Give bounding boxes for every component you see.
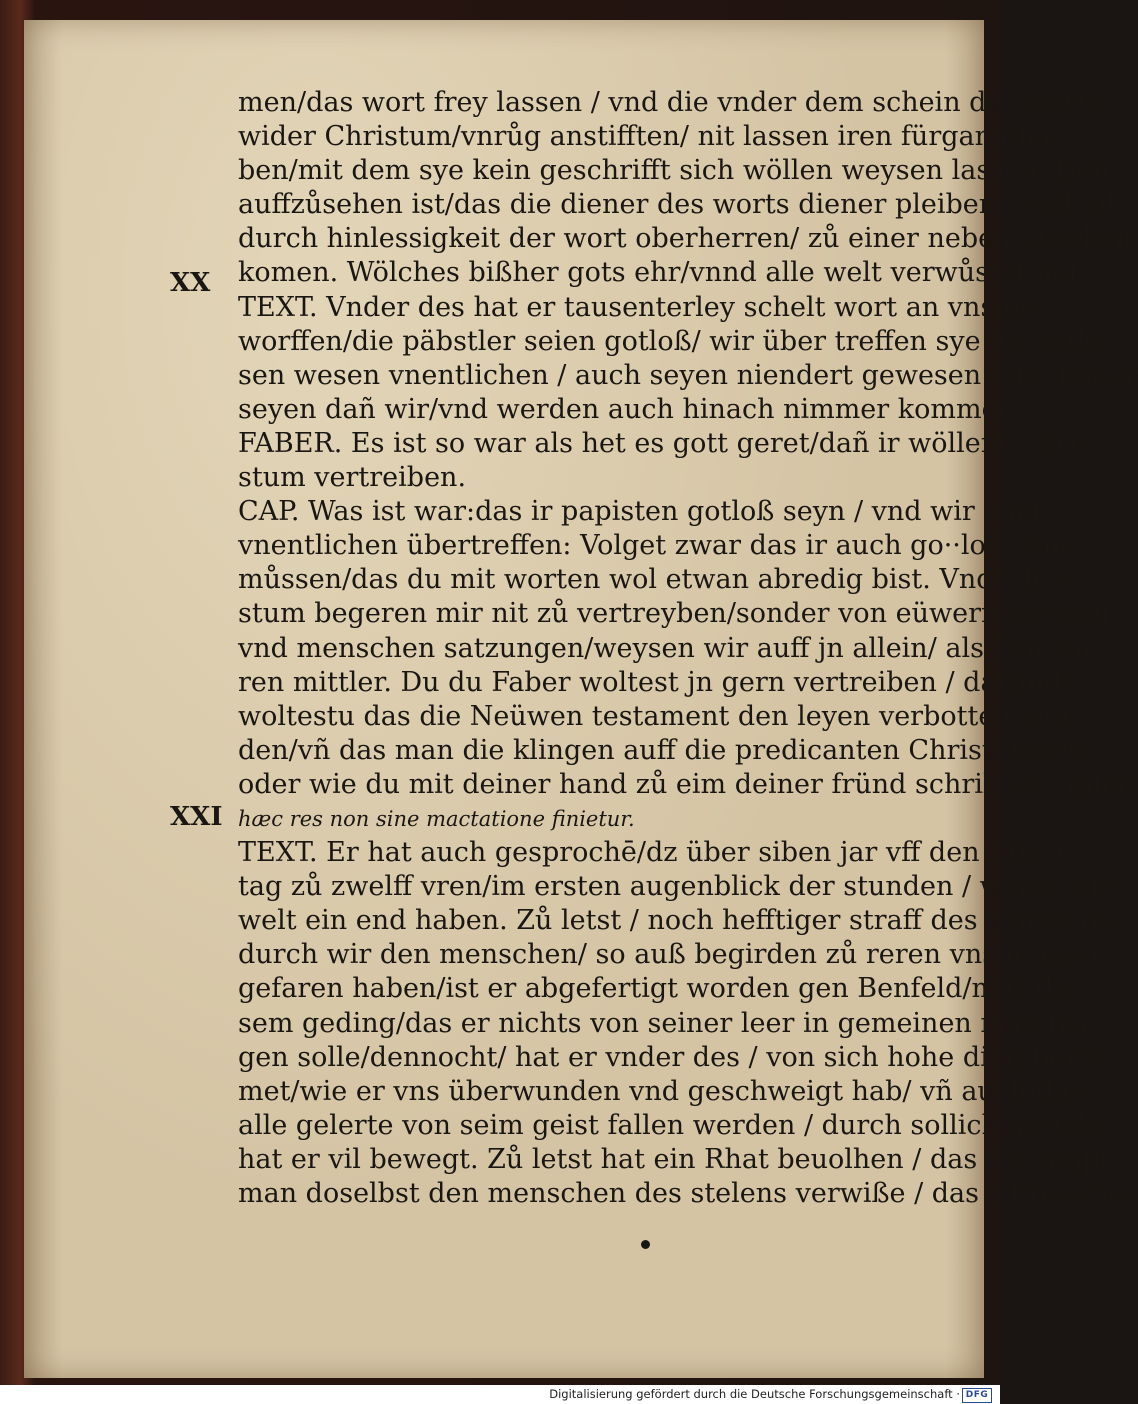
text-line: CAP. Was ist war:das ir papisten gotloß seyn / vnd wir eüch <box>238 496 1050 528</box>
text-line: met/wie er vns überwunden vnd geschweigt hab/ vñ auch/das <box>238 1075 1084 1107</box>
text-line: alle gelerte von seim geist fallen werden / durch sollich gericht/ <box>238 1109 1115 1141</box>
funding-notice: Digitalisierung gefördert durch die Deutsche Forschungsgemeinschaft · <box>549 1387 960 1401</box>
text-line: vnd menschen satzungen/weysen wir auff jn allein/ als den wa <box>238 632 1091 664</box>
text-line: stum vertreiben. <box>238 462 467 494</box>
text-line: můssen/das du mit worten wol etwan abredig bist. Vnd Chri⸗ <box>238 564 1071 596</box>
text-line: TEXT. Er hat auch gesprochē/dz über siben jar vff den Vffart <box>238 837 1067 869</box>
dfg-logo-icon: DFG <box>962 1388 992 1403</box>
section-marker-xxi: XXI <box>170 802 223 832</box>
ink-dot <box>641 1240 650 1249</box>
text-line: ben/mit dem sye kein geschrifft sich wöllen weysen lassen. Deñ <box>238 155 1110 187</box>
text-line: ren mittler. Du du Faber woltest jn gern vertreiben / darumb <box>238 666 1070 698</box>
text-line: gefaren haben/ist er abgefertigt worden gen Benfeld/mitt di⸗ <box>238 973 1071 1005</box>
text-line: tag zů zwelff vren/im ersten augenblick der stunden / werde die <box>238 871 1116 903</box>
text-line: sen wesen vnentlichen / auch seyen niendert gewesen / die bößer <box>238 359 1138 391</box>
body-text <box>238 86 1138 1211</box>
text-line: seyen dañ wir/vnd werden auch hinach nimmer kommen. <box>238 393 1024 425</box>
text-line: wider Christum/vnrůg anstifften/ nit lassen iren fürgang ha⸗ <box>238 121 1061 153</box>
section-marker-xx: XX <box>170 268 211 298</box>
text-line: welt ein end haben. Zů letst / noch hefftiger straff des worts/ da <box>238 905 1115 937</box>
text-line: TEXT. Vnder des hat er tausenterley schelt wort an vns ge⸗ <box>238 291 1046 323</box>
book-page <box>24 20 1138 1378</box>
footer-bar <box>0 1385 1000 1404</box>
text-line: woltestu das die Neüwen testament den leyen verbotten wur⸗ <box>238 700 1083 732</box>
text-line: sem geding/das er nichts von seiner leer in gemeinen man tra⸗ <box>238 1007 1097 1039</box>
text-line: den/vñ das man die klingen auff die predicanten Christi leget/ <box>238 734 1088 766</box>
text-line: gen solle/dennocht/ hat er vnder des / von sich hohe ding berie⸗ <box>238 1041 1112 1073</box>
text-line: hat er vil bewegt. Zů letst hat ein Rhat beuolhen / das der ampt <box>238 1143 1111 1175</box>
text-line: stum begeren mir nit zů vertreyben/sonder von eüwern messen <box>238 598 1110 630</box>
text-line: oder wie du mit deiner hand zů eim deiner fründ schribest / quod <box>238 768 1136 800</box>
text-line: durch wir den menschen/ so auß begirden zů reren vnsinnig/an <box>238 939 1108 971</box>
text-line: man doselbst den menschen des stelens verwiße / das ist besche⸗ <box>238 1178 1135 1209</box>
text-line: vnentlichen übertreffen: Volget zwar das ir auch go··loß sein <box>238 530 1069 562</box>
text-line: komen. Wölches bißher gots ehr/vnnd alle welt verwůstet hat. <box>238 257 1089 289</box>
text-line: FABER. Es ist so war als het es gott geret/dañ ir wöllent Chri⸗ <box>238 427 1087 459</box>
text-line: men/das wort frey lassen / vnd die vnder dem schein des worts/ <box>238 87 1111 118</box>
text-line: worffen/die päbstler seien gotloß/ wir über treffen sye im gotlo⸗ <box>238 325 1111 357</box>
text-line: auffzůsehen ist/das die diener des worts diener pleiben / vnd nit <box>238 189 1118 221</box>
text-line: durch hinlessigkeit der wort oberherren/ zů einer neben oberkeit <box>238 223 1135 255</box>
text-line-latin: hæc res non sine mactatione finietur. <box>238 806 635 831</box>
